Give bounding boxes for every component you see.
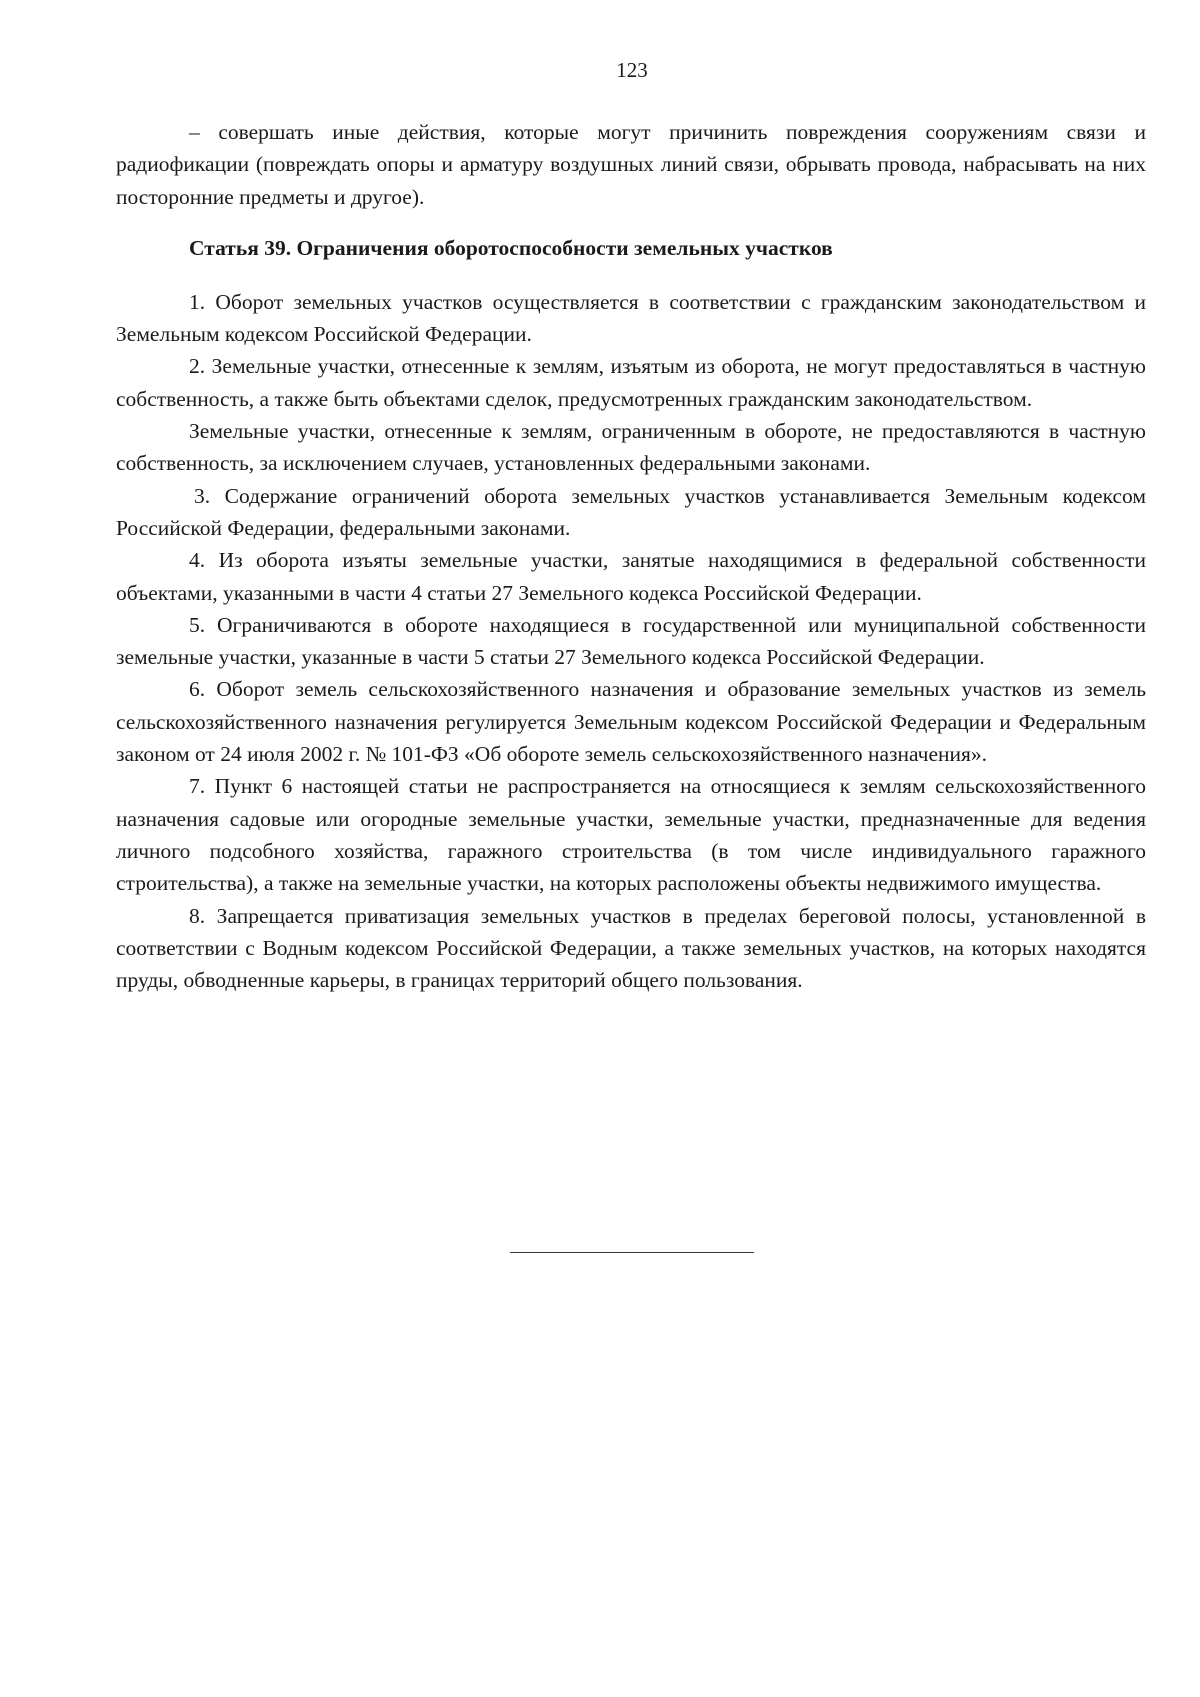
paragraph-8: 8. Запрещается приватизация земельных участков в пределах береговой полосы, установленной в соответствии с Водным кодексом Российской Федерации, а также земельных участков, на которых находятся пруды, обводненные карьеры, в границах территорий общего пользования. <box>116 903 1146 993</box>
paragraph-4: 4. Из оборота изъяты земельные участки, занятые находящимися в федеральной собственности объектами, указанными в части 4 статьи 27 Земельного кодекса Российской Федерации. <box>116 548 1146 605</box>
paragraph-3: 3. Содержание ограничений оборота земельных участков устанавливается Земельным кодексом Российской Федерации, федеральными законами. <box>116 483 1146 540</box>
paragraph-6: 6. Оборот земель сельскохозяйственного назначения и образование земельных участков из земель сельскохозяйственного назначения регулируется Земельным кодексом Российской Федерации и Федеральным законом от 24 июля 2002 г. № 101-ФЗ «Об обороте земель сельскохозяйственного назначения». <box>116 677 1146 767</box>
page-number: 123 <box>616 58 648 82</box>
article-heading: Статья 39. Ограничения оборотоспособности земельных участков <box>189 235 833 260</box>
intro-paragraph: – совершать иные действия, которые могут причинить повреждения сооружениям связи и радиофикации (повреждать опоры и арматуру воздушных линий связи, обрывать провода, набрасывать на них посторонние предметы и другое). <box>116 120 1146 209</box>
document-body <box>116 116 1146 996</box>
paragraph-2-continued: Земельные участки, отнесенные к землям, ограниченным в обороте, не предоставляются в частную собственность, за исключением случаев, установленных федеральными законами. <box>116 419 1146 476</box>
paragraph-2: 2. Земельные участки, отнесенные к землям, изъятым из оборота, не могут предоставляться в частную собственность, а также быть объектами сделок, предусмотренных гражданским законодательством. <box>116 354 1146 411</box>
paragraph-5: 5. Ограничиваются в обороте находящиеся в государственной или муниципальной собственности земельные участки, указанные в части 5 статьи 27 Земельного кодекса Российской Федерации. <box>116 612 1146 670</box>
paragraph-7: 7. Пункт 6 настоящей статьи не распространяется на относящиеся к землям сельскохозяйственного назначения садовые или огородные земельные участки, земельные участки, предназначенные для ведения личного подсобного хозяйства, гаражного строительства (в том числе индивидуального гаражного строительства), а также на земельные участки, на которых расположены объекты недвижимого имущества. <box>116 774 1146 896</box>
end-of-document-rule <box>510 1252 754 1253</box>
paragraph-1: 1. Оборот земельных участков осуществляется в соответствии с гражданским законодательством и Земельным кодексом Российской Федерации. <box>116 289 1146 347</box>
